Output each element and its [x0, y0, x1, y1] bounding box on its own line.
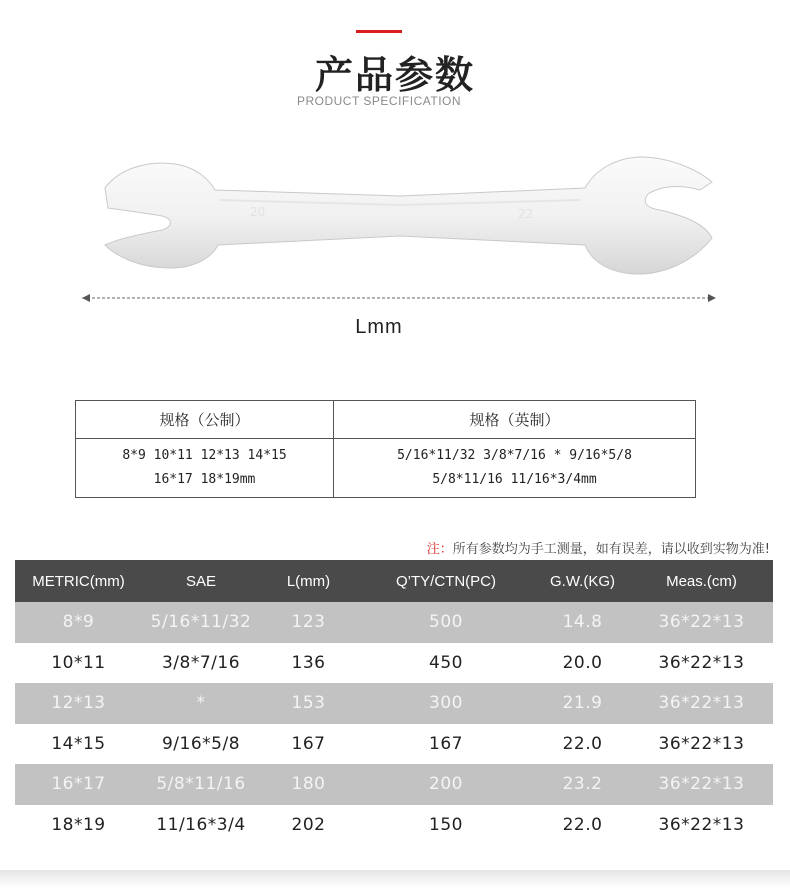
table-cell: 202 — [291, 814, 326, 835]
table-cell: 300 — [429, 693, 463, 714]
metric-spec-line: 8*9 10*11 12*13 14*15 — [122, 448, 287, 463]
imperial-spec-header: 规格（英制） — [334, 401, 695, 439]
column-header: METRIC(mm) — [32, 572, 125, 590]
table-cell: 8*9 — [62, 612, 95, 633]
table-cell: 36*22*13 — [658, 774, 745, 795]
table-cell: 14*15 — [51, 733, 106, 754]
table-cell: 21.9 — [562, 693, 603, 714]
title-accent-bar — [356, 30, 402, 33]
length-dimension-label: Lmm — [355, 316, 403, 338]
table-cell: 12*13 — [51, 693, 106, 714]
measurement-note — [427, 538, 770, 557]
table-cell: 23.2 — [562, 774, 603, 795]
table-row — [15, 643, 773, 684]
column-header: SAE — [185, 572, 216, 590]
metric-spec-header: 规格（公制） — [76, 401, 334, 439]
metric-spec-line: 16*17 18*19mm — [153, 472, 256, 487]
spec-table — [15, 560, 773, 845]
table-cell: 500 — [429, 612, 463, 633]
wrench-image — [100, 150, 725, 285]
table-row — [15, 724, 773, 765]
table-cell: 36*22*13 — [658, 612, 745, 633]
table-row — [15, 764, 773, 805]
table-row — [15, 683, 773, 724]
table-cell: 20.0 — [562, 652, 603, 673]
table-cell: 5/8*11/16 — [156, 774, 246, 795]
table-cell: 22.0 — [562, 733, 603, 754]
imperial-spec-line: 5/8*11/16 11/16*3/4mm — [432, 472, 597, 487]
table-cell: 36*22*13 — [658, 693, 745, 714]
column-header: Q’TY/CTN(PC) — [396, 572, 496, 590]
table-cell: 450 — [429, 652, 463, 673]
note-text: 所有参数均为手工测量，如有误差，请以收到实物为准! — [452, 542, 770, 557]
column-header: Meas.(cm) — [666, 572, 737, 590]
table-cell: 36*22*13 — [658, 733, 745, 754]
table-cell: 9/16*5/8 — [161, 733, 241, 754]
table-cell: 123 — [291, 612, 326, 633]
spec-summary-box — [75, 400, 696, 498]
table-cell: 5/16*11/32 — [150, 612, 252, 633]
table-cell: 153 — [291, 693, 326, 714]
wrench-size-mark-left: 20 — [250, 205, 266, 219]
metric-spec-values — [76, 439, 334, 497]
table-cell: 150 — [429, 814, 463, 835]
column-header: L(mm) — [286, 572, 331, 590]
imperial-spec-line: 5/16*11/32 3/8*7/16 * 9/16*5/8 — [397, 448, 632, 463]
table-cell: 18*19 — [51, 814, 106, 835]
table-cell: 36*22*13 — [658, 814, 745, 835]
length-dimension-line — [80, 290, 718, 306]
note-prefix: 注： — [426, 542, 453, 557]
column-header: G.W.(KG) — [550, 572, 615, 590]
page-subtitle: PRODUCT SPECIFICATION — [296, 94, 462, 108]
table-header-row — [15, 560, 773, 602]
table-cell: 22.0 — [562, 814, 603, 835]
table-cell: 14.8 — [562, 612, 603, 633]
table-cell: 3/8*7/16 — [161, 652, 241, 673]
table-cell: 11/16*3/4 — [156, 814, 246, 835]
table-cell: 16*17 — [51, 774, 106, 795]
table-cell: * — [196, 693, 206, 714]
table-cell: 136 — [291, 652, 326, 673]
table-row — [15, 602, 773, 643]
page-title: 产品参数 — [314, 53, 475, 97]
imperial-spec-values — [334, 439, 695, 497]
table-cell: 180 — [291, 774, 326, 795]
table-cell: 167 — [291, 733, 326, 754]
bottom-shadow-divider — [0, 870, 790, 888]
table-cell: 200 — [429, 774, 463, 795]
wrench-size-mark-right: 22 — [518, 207, 534, 221]
table-cell: 167 — [429, 733, 463, 754]
table-row — [15, 805, 773, 846]
table-cell: 36*22*13 — [658, 652, 745, 673]
table-cell: 10*11 — [51, 652, 106, 673]
